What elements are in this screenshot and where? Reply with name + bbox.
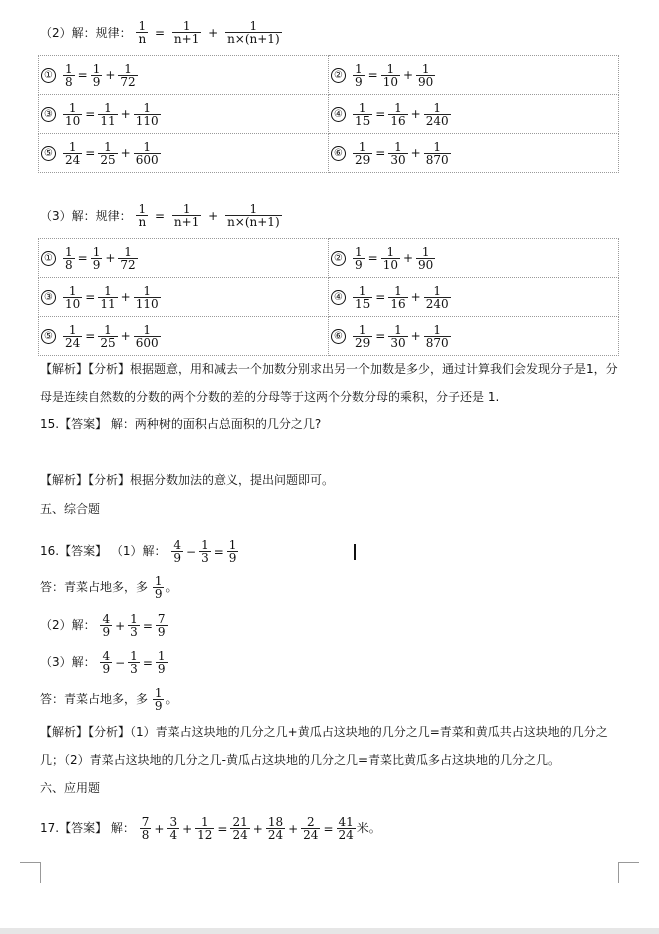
table-cell: ④ $\frac{1}{15}$ = $\frac{1}{16}$ + $\frac{1}{240}$: [329, 95, 619, 134]
answer-16-label: 16.【答案】 （1）解：: [40, 544, 167, 558]
page-bottom-edge: [0, 928, 659, 934]
answer-15: 15.【答案】 解：两种树的面积占总面积的几分之几?: [40, 417, 322, 431]
text-cursor: [354, 544, 356, 560]
answer-16-conclusion-1: 答：青菜占地多，多 $\frac{1}{9}$ 。: [40, 574, 178, 601]
table-cell: ① $\frac{1}{8}$ = $\frac{1}{9}$ + $\frac{1}{72}$: [39, 56, 329, 95]
answer-16-conclusion-2: 答：青菜占地多，多 $\frac{1}{9}$ 。: [40, 686, 178, 713]
section3-heading: （3）解：规律：: [40, 209, 132, 223]
section3-table: [38, 238, 619, 356]
table-cell: ② $\frac{1}{9}$ = $\frac{1}{10}$ + $\frac{1}{90}$: [329, 56, 619, 95]
table-cell: ③ $\frac{1}{10}$ = $\frac{1}{11}$ + $\frac{1}{110}$: [39, 278, 329, 317]
answer-16-part2: （2）解： $\frac{4}{9}$ + $\frac{1}{3}$ = $\frac{7}{9}$: [40, 612, 166, 639]
rule-frac-right: $\frac{1}{n\times(n+1)}$: [227, 19, 280, 46]
answer-16-part1: 16.【答案】 （1）解： $\frac{4}{9}$ − $\frac{1}{3}$ = $\frac{1}{9}$: [40, 538, 237, 565]
rule-frac-mid: $\frac{1}{n+1}$: [173, 202, 200, 229]
rule-frac-left: $\frac{1}{n}$: [138, 19, 147, 46]
answer-17: 17.【答案】 解： $\frac{7}{8}$ + $\frac{3}{4}$ + $\frac{1}{12}$ = $\frac{21}{24}$ + $\frac{18}{24}$ + $\frac{2}{24}$ = $\frac{41}{24}$ 米。: [40, 815, 381, 842]
table-cell: ④ $\frac{1}{15}$ = $\frac{1}{16}$ + $\frac{1}{240}$: [329, 278, 619, 317]
table-cell: ① $\frac{1}{8}$ = $\frac{1}{9}$ + $\frac{1}{72}$: [39, 239, 329, 278]
table-cell: ⑤ $\frac{1}{24}$ = $\frac{1}{25}$ + $\frac{1}{600}$: [39, 134, 329, 173]
analysis-paragraph-1: 【解析】【分析】根据题意，用和减去一个加数分别求出另一个加数是多少，通过计算我们会发现分子是1，分母是连续自然数的分数的两个分数的差的分母等于这两个分数分母的乘积，分子还是 1.: [40, 362, 618, 404]
section3-rule: （3）解：规律： $\frac{1}{n}$ = $\frac{1}{n+1}$ + $\frac{1}{n\times(n+1)}$: [40, 202, 280, 229]
table-cell: ⑤ $\frac{1}{24}$ = $\frac{1}{25}$ + $\frac{1}{600}$: [39, 317, 329, 356]
answer-16-part3: （3）解： $\frac{4}{9}$ − $\frac{1}{3}$ = $\frac{1}{9}$: [40, 649, 166, 676]
rule-frac-mid: $\frac{1}{n+1}$: [173, 19, 200, 46]
page-corner-mark-right: [618, 862, 639, 883]
section-heading-6: 六、应用题: [40, 781, 101, 795]
analysis-paragraph-3: 【解析】【分析】（1）青菜占这块地的几分之几+黄瓜占这块地的几分之几=青菜和黄瓜共占这块地的几分之几；（2）青菜占这块地的几分之几-黄瓜占这块地的几分之几=青菜比黄瓜多占这块地的几分之几。: [40, 725, 608, 767]
table-cell: ③ $\frac{1}{10}$ = $\frac{1}{11}$ + $\frac{1}{110}$: [39, 95, 329, 134]
section2-rule: （2）解：规律： $\frac{1}{n}$ = $\frac{1}{n+1}$ + $\frac{1}{n\times(n+1)}$: [40, 19, 280, 46]
analysis-paragraph-2: 【解析】【分析】根据分数加法的意义，提出问题即可。: [40, 473, 335, 487]
rule-frac-right: $\frac{1}{n\times(n+1)}$: [227, 202, 280, 229]
table-cell: ⑥ $\frac{1}{29}$ = $\frac{1}{30}$ + $\frac{1}{870}$: [329, 317, 619, 356]
page-corner-mark-left: [20, 862, 41, 883]
table-cell: ② $\frac{1}{9}$ = $\frac{1}{10}$ + $\frac{1}{90}$: [329, 239, 619, 278]
section2-table: [38, 55, 619, 173]
table-cell: ⑥ $\frac{1}{29}$ = $\frac{1}{30}$ + $\frac{1}{870}$: [329, 134, 619, 173]
section2-heading: （2）解：规律：: [40, 26, 132, 40]
section-heading-5: 五、综合题: [40, 502, 101, 516]
rule-frac-left: $\frac{1}{n}$: [138, 202, 147, 229]
answer-17-label: 17.【答案】 解：: [40, 821, 135, 835]
